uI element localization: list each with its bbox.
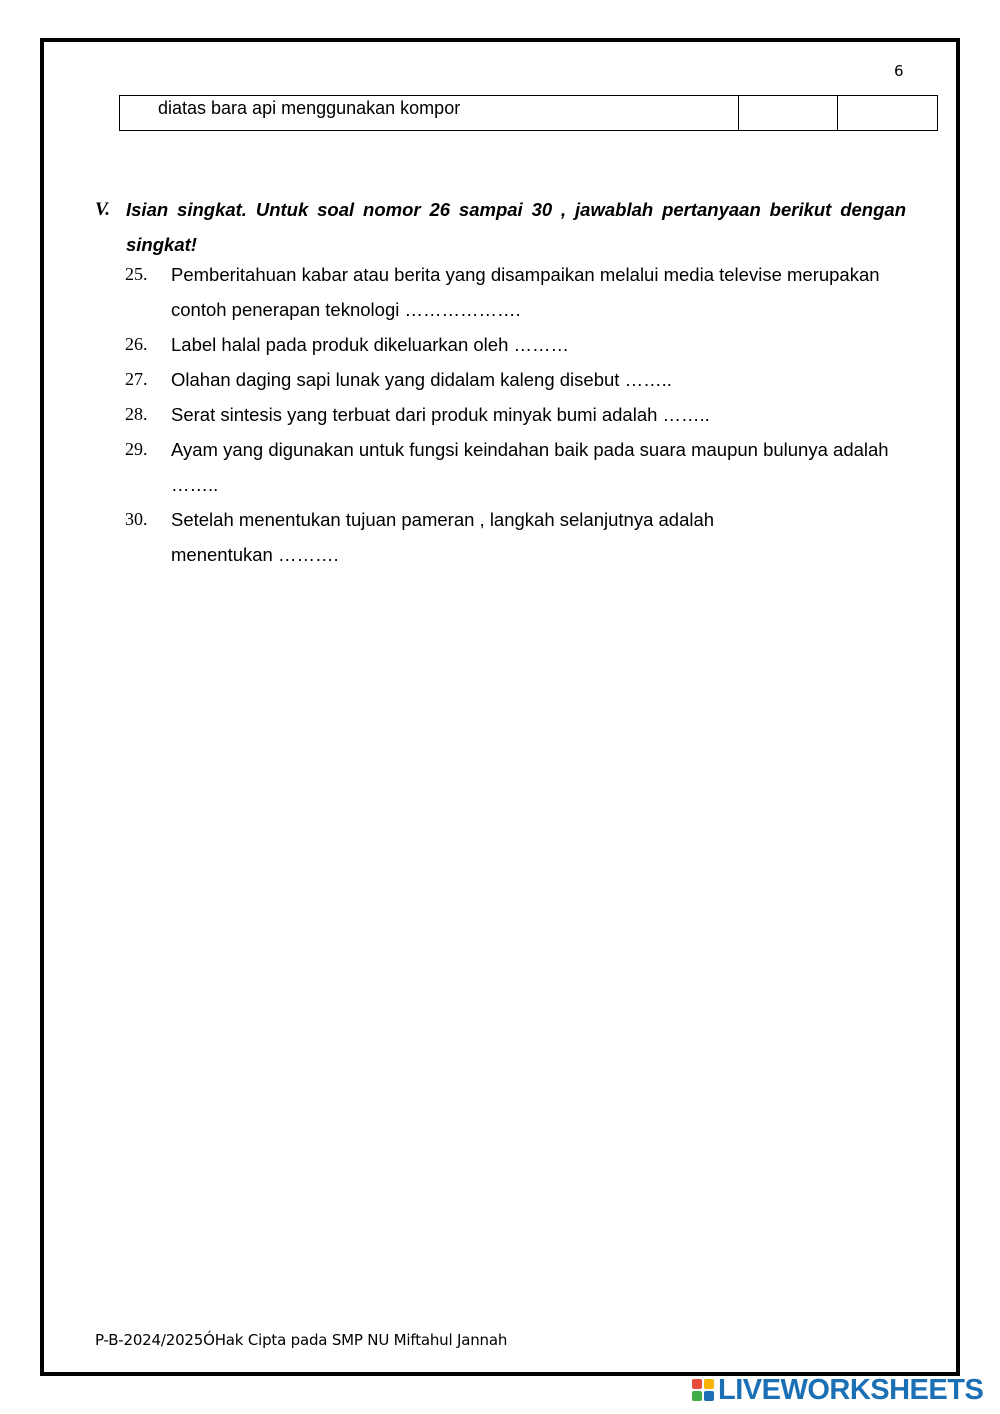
table-row: [120, 96, 938, 131]
question-list: [125, 257, 905, 572]
brand-name: LIVEWORKSHEETS: [718, 1373, 984, 1406]
question-text: Pemberitahuan kabar atau berita yang disampaikan melalui media televise merupakan contoh penerapan teknologi ……………….: [171, 264, 880, 320]
logo-square-icon: [692, 1379, 702, 1389]
liveworksheets-logo-icon: [692, 1379, 714, 1401]
logo-square-icon: [704, 1379, 714, 1389]
question-number: 26.: [125, 334, 148, 354]
question-text-line1: Setelah menentukan tujuan pameran , langkah selanjutnya adalah: [171, 509, 715, 530]
question-text: Olahan daging sapi lunak yang didalam kaleng disebut ……..: [171, 369, 672, 390]
liveworksheets-brand[interactable]: [692, 1375, 983, 1405]
question-text: Serat sintesis yang terbuat dari produk minyak bumi adalah ……..: [171, 404, 710, 425]
question-number: 30.: [125, 509, 148, 529]
table-cell-statement: diatas bara api menggunakan kompor: [120, 96, 739, 131]
logo-square-icon: [704, 1391, 714, 1401]
question-number: 27.: [125, 369, 148, 389]
logo-square-icon: [692, 1391, 702, 1401]
footer-copyright: P-B-2024/2025ÓHak Cipta pada SMP NU Miftahul Jannah: [95, 1331, 508, 1349]
section-roman-numeral: V.: [95, 199, 110, 220]
question-item: [125, 432, 905, 502]
question-number: 25.: [125, 264, 148, 284]
question-number: 28.: [125, 404, 148, 424]
continuation-table: [119, 95, 938, 131]
table-cell-answer-true[interactable]: [739, 96, 838, 131]
table-cell-answer-false[interactable]: [838, 96, 938, 131]
question-item: [125, 362, 905, 397]
question-number: 29.: [125, 439, 148, 459]
question-item: [125, 502, 905, 572]
question-item: [125, 397, 905, 432]
question-item: [125, 257, 905, 327]
section-instructions: Isian singkat. Untuk soal nomor 26 sampai 30 , jawablah pertanyaan berikut dengan singkat!: [126, 199, 906, 255]
section-heading: [95, 192, 906, 262]
question-text: Label halal pada produk dikeluarkan oleh ………: [171, 334, 570, 355]
question-text: Ayam yang digunakan untuk fungsi keindahan baik pada suara maupun bulunya adalah ……..: [171, 439, 889, 495]
page-number: 6: [894, 62, 904, 80]
question-text-line2: menentukan ……….: [171, 544, 339, 565]
question-item: [125, 327, 905, 362]
